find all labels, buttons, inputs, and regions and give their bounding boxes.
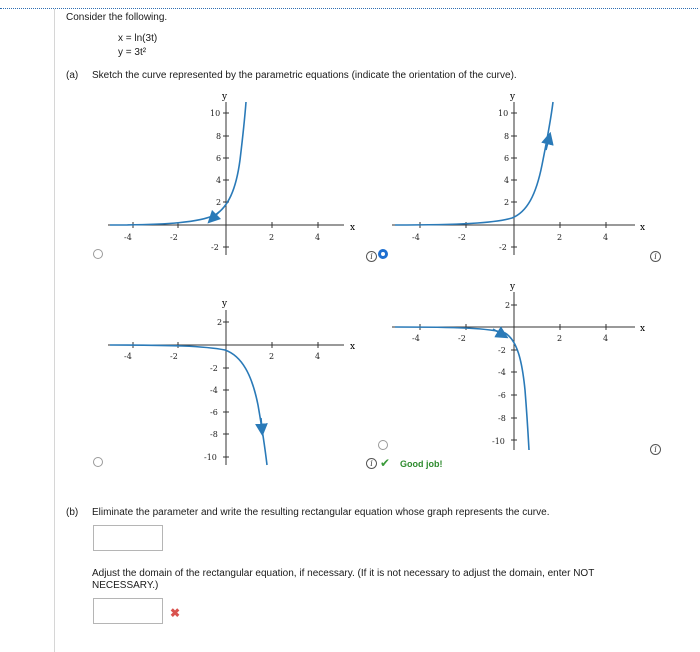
- svg-text:-2: -2: [499, 243, 507, 252]
- graph-d-x-label: x: [640, 324, 646, 334]
- svg-text:4: 4: [504, 176, 510, 185]
- option-b-radio[interactable]: [378, 249, 388, 259]
- svg-text:-2: -2: [211, 243, 219, 252]
- wrong-icon: ✖: [170, 606, 181, 620]
- svg-text:-2: -2: [210, 364, 218, 373]
- svg-text:8: 8: [504, 132, 510, 141]
- part-a-text: Sketch the curve represented by the parametric equations (indicate the orientation of the curve).: [92, 70, 517, 81]
- option-a-info-icon[interactable]: i: [366, 251, 377, 262]
- graph-c-x-label: x: [350, 342, 356, 352]
- graph-b: [392, 92, 645, 255]
- rectangular-equation-input[interactable]: [93, 525, 163, 551]
- svg-text:-2: -2: [170, 352, 178, 361]
- equation-x: x = ln(3t): [118, 33, 158, 44]
- option-c-info-icon[interactable]: i: [366, 458, 377, 469]
- svg-text:-8: -8: [498, 414, 506, 423]
- svg-text:-2: -2: [458, 233, 466, 242]
- svg-text:-4: -4: [412, 233, 420, 242]
- option-c-radio[interactable]: [93, 457, 103, 467]
- graph-d-curve: [395, 327, 529, 450]
- svg-text:2: 2: [557, 233, 563, 242]
- svg-text:-2: -2: [170, 233, 178, 242]
- graph-d: [392, 282, 645, 450]
- graph-c-arrow: [261, 418, 262, 430]
- graph-c: [108, 299, 355, 465]
- svg-text:4: 4: [603, 233, 609, 242]
- prompt-text: Consider the following.: [66, 12, 168, 23]
- graph-b-y-label: y: [510, 92, 516, 102]
- svg-text:4: 4: [216, 176, 222, 185]
- check-icon: ✔: [380, 456, 391, 470]
- svg-text:2: 2: [269, 233, 275, 242]
- svg-text:6: 6: [504, 154, 510, 163]
- graph-a-x-label: x: [350, 223, 356, 233]
- graph-c-curve: [110, 345, 267, 465]
- graph-d-y-label: y: [510, 282, 516, 292]
- domain-instructions-line2: NECESSARY.): [92, 580, 159, 591]
- svg-text:4: 4: [315, 233, 321, 242]
- svg-text:4: 4: [315, 352, 321, 361]
- feedback-good-job: Good job!: [400, 459, 443, 469]
- svg-text:10: 10: [210, 109, 221, 118]
- part-b-text: Eliminate the parameter and write the resulting rectangular equation whose graph represents the curve.: [92, 507, 550, 518]
- svg-text:-4: -4: [124, 352, 132, 361]
- graph-a-y-label: y: [222, 92, 228, 102]
- svg-text:4: 4: [603, 334, 609, 343]
- graph-b-curve: [395, 102, 553, 225]
- svg-text:2: 2: [504, 198, 510, 207]
- option-d-radio[interactable]: [378, 440, 388, 450]
- graph-c-y-label: y: [222, 299, 228, 309]
- svg-text:-4: -4: [124, 233, 132, 242]
- svg-text:-6: -6: [498, 391, 506, 400]
- graph-a: [108, 92, 355, 255]
- svg-text:-2: -2: [458, 334, 466, 343]
- svg-text:-10: -10: [492, 437, 505, 446]
- svg-text:2: 2: [505, 301, 511, 310]
- svg-text:-6: -6: [210, 408, 218, 417]
- domain-input[interactable]: [93, 598, 163, 624]
- svg-text:-4: -4: [412, 334, 420, 343]
- option-a-radio[interactable]: [93, 249, 103, 259]
- svg-text:8: 8: [216, 132, 222, 141]
- part-a-label: (a): [66, 70, 79, 81]
- svg-text:-8: -8: [210, 430, 218, 439]
- svg-text:2: 2: [217, 318, 223, 327]
- option-b-info-icon[interactable]: i: [650, 251, 661, 262]
- equation-y: y = 3t²: [118, 47, 147, 58]
- svg-text:2: 2: [269, 352, 275, 361]
- svg-text:-4: -4: [210, 386, 218, 395]
- graph-b-x-label: x: [640, 223, 646, 233]
- svg-text:10: 10: [498, 109, 509, 118]
- svg-text:-10: -10: [204, 453, 217, 462]
- domain-instructions-line1: Adjust the domain of the rectangular equation, if necessary. (If it is not necessary to adjust the domain, enter NOT: [92, 568, 595, 579]
- svg-text:2: 2: [216, 198, 222, 207]
- svg-text:-2: -2: [498, 346, 506, 355]
- svg-text:-4: -4: [498, 368, 506, 377]
- part-b-label: (b): [66, 507, 79, 518]
- svg-text:6: 6: [216, 154, 222, 163]
- option-d-info-icon[interactable]: i: [650, 444, 661, 455]
- svg-text:2: 2: [557, 334, 563, 343]
